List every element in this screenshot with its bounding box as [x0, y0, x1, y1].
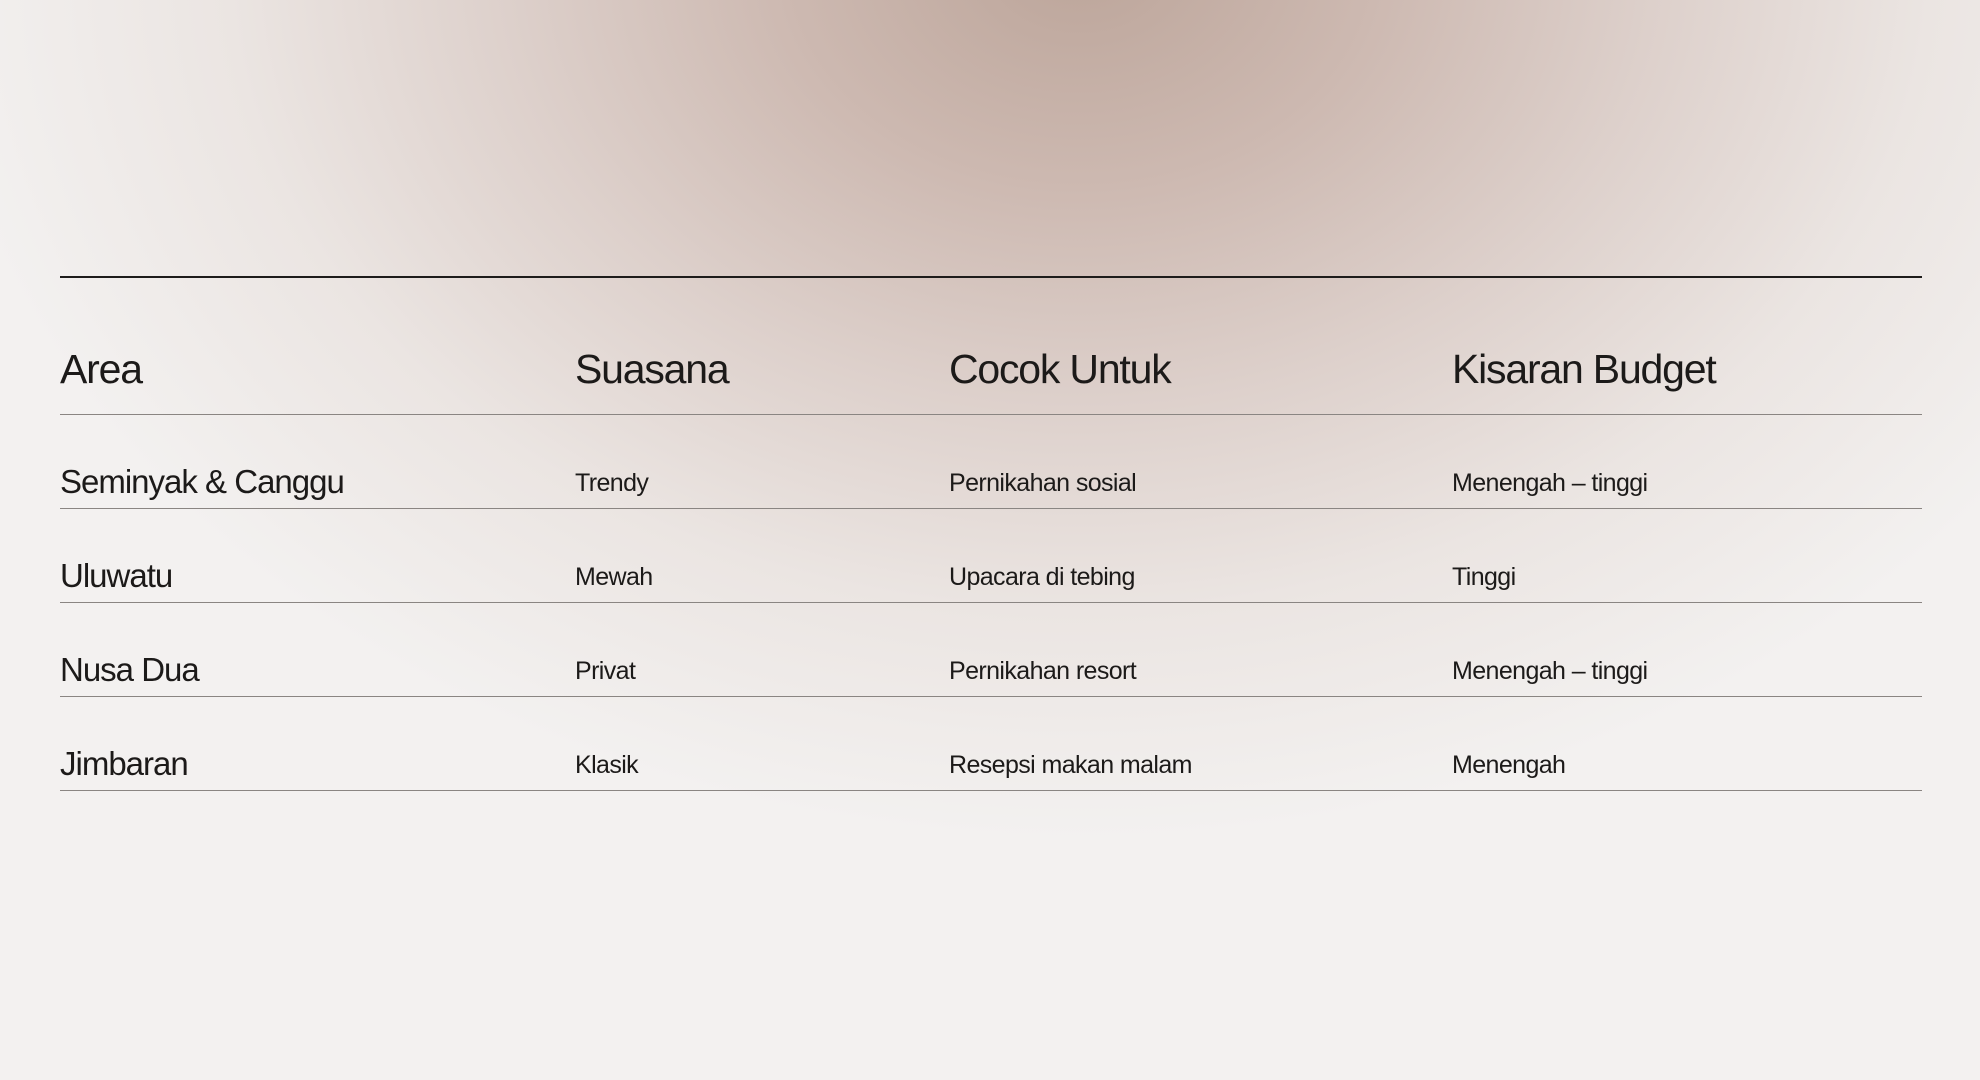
cell-cocok-untuk: Pernikahan sosial [949, 469, 1137, 497]
area-comparison-table [60, 276, 1922, 791]
header-suasana: Suasana [575, 346, 729, 392]
table-row [60, 509, 1922, 603]
cell-suasana: Trendy [575, 469, 649, 497]
cell-area: Seminyak & Canggu [60, 463, 344, 500]
cell-area: Uluwatu [60, 557, 173, 594]
cell-cocok-untuk: Upacara di tebing [949, 563, 1135, 591]
table-row [60, 415, 1922, 509]
table-header-row [60, 278, 1922, 415]
cell-cocok-untuk: Pernikahan resort [949, 657, 1137, 685]
cell-budget: Menengah – tinggi [1452, 657, 1648, 685]
table-row [60, 697, 1922, 791]
cell-budget: Menengah [1452, 751, 1566, 779]
header-area: Area [60, 346, 142, 392]
header-cocok-untuk: Cocok Untuk [949, 346, 1171, 392]
cell-cocok-untuk: Resepsi makan malam [949, 751, 1192, 779]
cell-budget: Menengah – tinggi [1452, 469, 1648, 497]
header-kisaran-budget: Kisaran Budget [1452, 346, 1716, 392]
cell-budget: Tinggi [1452, 563, 1516, 591]
cell-suasana: Mewah [575, 563, 653, 591]
cell-area: Nusa Dua [60, 651, 199, 688]
cell-suasana: Klasik [575, 751, 639, 779]
cell-area: Jimbaran [60, 745, 188, 782]
table-row [60, 603, 1922, 697]
cell-suasana: Privat [575, 657, 636, 685]
